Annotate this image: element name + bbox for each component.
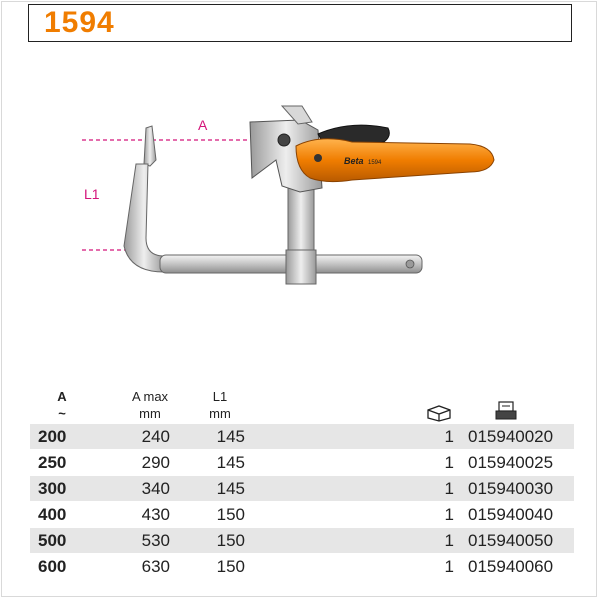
- table-row: [30, 424, 574, 450]
- cell-l1: 150: [216, 531, 245, 550]
- header-a: [52, 388, 72, 422]
- cell-amax: 530: [141, 531, 170, 550]
- header-amax-label: A max: [131, 389, 169, 404]
- clamp-left-jaw: [144, 126, 156, 166]
- cell-code: 015940050: [468, 531, 554, 550]
- table-row: [30, 502, 574, 528]
- cell-qty: 1: [444, 427, 454, 446]
- handle-orange: [296, 139, 494, 182]
- cell-code: 015940025: [468, 453, 554, 472]
- cell-a: 300: [38, 479, 67, 498]
- cell-l1: 150: [216, 505, 245, 524]
- cell-l1: 150: [216, 557, 245, 576]
- cell-l1: 145: [216, 427, 245, 446]
- cell-code: 015940030: [468, 479, 554, 498]
- handle-code: 1594: [368, 160, 382, 166]
- dim-label-l1: L1: [84, 186, 100, 202]
- cell-amax: 630: [141, 557, 170, 576]
- cell-code: 015940040: [468, 505, 554, 524]
- cell-l1: 145: [216, 453, 245, 472]
- cell-qty: 1: [444, 479, 454, 498]
- cell-a: 500: [38, 531, 67, 550]
- header-amax-unit: mm: [139, 406, 161, 421]
- handle-pivot: [314, 154, 322, 162]
- cell-l1: 145: [216, 479, 245, 498]
- cell-qty: 1: [444, 505, 454, 524]
- cell-amax: 340: [141, 479, 170, 498]
- cell-amax: 290: [141, 453, 170, 472]
- cell-qty: 1: [444, 531, 454, 550]
- product-code: 1594: [44, 6, 115, 39]
- pivot-bolt: [278, 134, 290, 146]
- header-a-sub: ~: [58, 406, 66, 421]
- clamp-left-arm: [124, 164, 164, 272]
- box-icon: [426, 404, 452, 422]
- header-l1-unit: mm: [209, 406, 231, 421]
- rail-pin: [406, 260, 414, 268]
- clamp-illustration: [0, 60, 600, 380]
- cell-amax: 430: [141, 505, 170, 524]
- header-l1: [200, 388, 240, 422]
- scale-icon: [494, 400, 518, 422]
- cell-a: 400: [38, 505, 67, 524]
- cell-a: 250: [38, 453, 67, 472]
- table-row: [30, 528, 574, 554]
- cell-a: 600: [38, 557, 67, 576]
- cell-a: 200: [38, 427, 67, 446]
- header-amax: [115, 388, 185, 422]
- table-header: [30, 388, 570, 428]
- sliding-collar: [286, 250, 316, 284]
- cell-code: 015940060: [468, 557, 554, 576]
- table-row: [30, 554, 574, 580]
- table-row: [30, 476, 574, 502]
- table-row: [30, 450, 574, 476]
- cell-qty: 1: [444, 557, 454, 576]
- cell-amax: 240: [141, 427, 170, 446]
- cell-code: 015940020: [468, 427, 554, 446]
- dim-label-a: A: [198, 117, 208, 133]
- header-a-label: A: [57, 389, 67, 404]
- cell-qty: 1: [444, 453, 454, 472]
- handle-brand: Beta: [344, 156, 364, 166]
- header-l1-label: L1: [212, 389, 228, 404]
- spec-table: [30, 424, 574, 580]
